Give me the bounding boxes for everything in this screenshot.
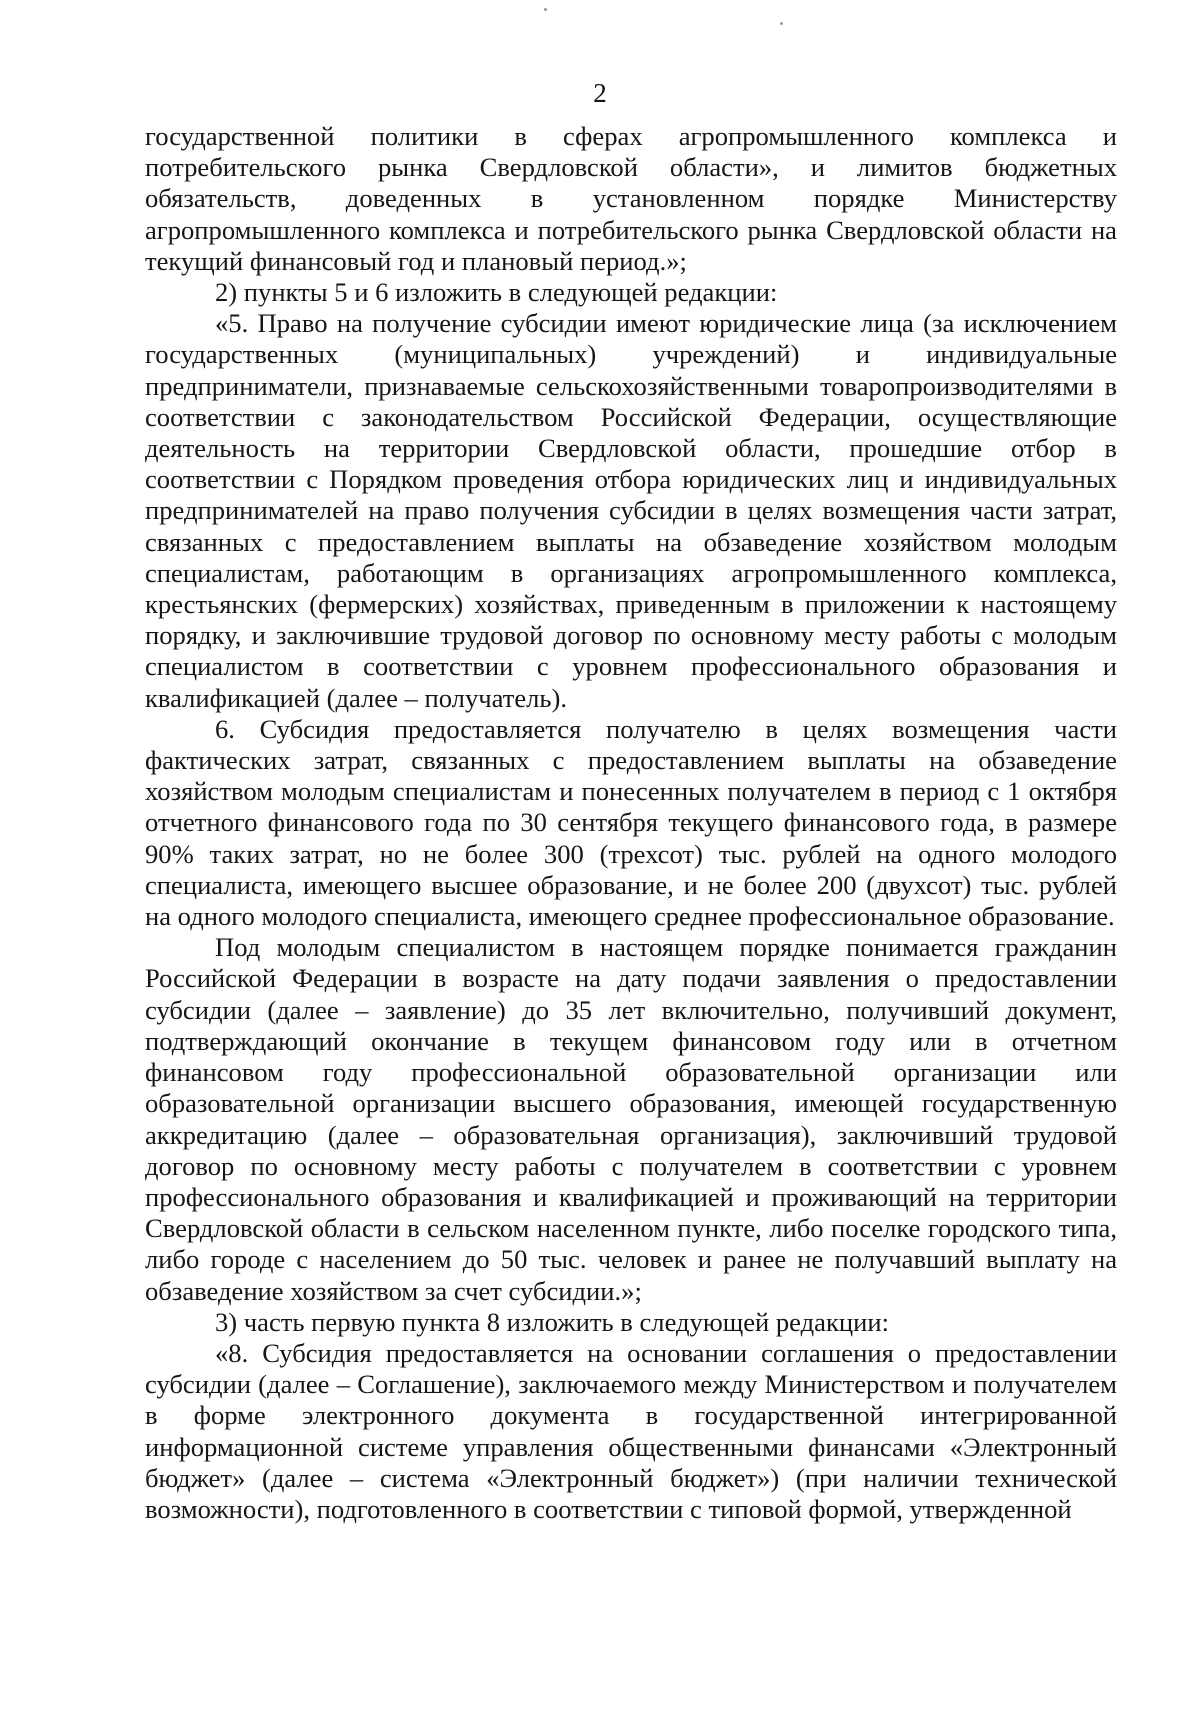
paragraph-young-specialist-definition: Под молодым специалистом в настоящем порядке понимается гражданин Российской Федерации в возрасте на дату подачи заявления о предоставлении субсидии (далее – заявление) до 35 лет включительно, получивший документ, подтверждающий окончание в текущем финансовом году или в отчетном финансовом году профессиональной образовательной организации или образовательной организации высшего образования, имеющей государственную аккредитацию (далее – образовательная организация), заключивший трудовой договор по основному месту работы с получателем в соответствии с уровнем профессионального образования и квалификацией и проживающий на территории Свердловской области в сельском населенном пункте, либо поселке городского типа, либо городе с населением до 50 тыс. человек и ранее не получавший выплату на обзаведение хозяйством за счет субсидии.»; bbox=[145, 932, 1117, 1306]
page-number: 2 bbox=[593, 78, 607, 108]
paragraph-point-6: 6. Субсидия предоставляется получателю в целях возмещения части фактических затрат, связанных с предоставлением выплаты на обзаведение хозяйством молодым специалистам и понесенных получателем в период с 1 октября отчетного финансового года по 30 сентября текущего финансового года, в размере 90% таких затрат, но не более 300 (трехсот) тыс. рублей на одного молодого специалиста, имеющего высшее образование, и не более 200 (двухсот) тыс. рублей на одного молодого специалиста, имеющего среднее профессиональное образование. bbox=[145, 713, 1117, 932]
paragraph-point-8: «8. Субсидия предоставляется на основании соглашения о предоставлении субсидии (далее – Соглашение), заключаемого между Министерством и получателем в форме электронного документа в государственной интегрированной информационной системе управления общественными финансами «Электронный бюджет» (далее – система «Электронный бюджет») (при наличии технической возможности), подготовленного в соответствии с типовой формой, утвержденной bbox=[145, 1337, 1117, 1524]
scan-speck bbox=[544, 8, 547, 11]
paragraph-item-2: 2) пункты 5 и 6 изложить в следующей редакции: bbox=[215, 277, 778, 308]
paragraph-continuation: государственной политики в сферах агропромышленного комплекса и потребительского рынка Свердловской области», и лимитов бюджетных обязательств, доведенных в установленном порядке Министерству агропромышленного комплекса и потребительского рынка Свердловской области на текущий финансовый год и плановый период.»; bbox=[145, 121, 1117, 276]
document-body bbox=[145, 121, 1117, 1525]
paragraph-item-3: 3) часть первую пункта 8 изложить в следующей редакции: bbox=[215, 1306, 889, 1337]
paragraph-point-5: «5. Право на получение субсидии имеют юридические лица (за исключением государственных (муниципальных) учреждений) и индивидуальные предприниматели, признаваемые сельскохозяйственными товаропроизводителями в соответствии с законодательством Российской Федерации, осуществляющие деятельность на территории Свердловской области, прошедшие отбор в соответствии с Порядком проведения отбора юридических лиц и индивидуальных предпринимателей на право получения субсидии в целях возмещения части затрат, связанных с предоставлением выплаты на обзаведение хозяйством молодым специалистам, работающим в организациях агропромышленного комплекса, крестьянских (фермерских) хозяйствах, приведенным в приложении к настоящему порядку, и заключившие трудовой договор по основному месту работы с молодым специалистом в соответствии с уровнем профессионального образования и квалификацией (далее – получатель). bbox=[145, 308, 1117, 713]
scan-speck bbox=[780, 22, 783, 25]
